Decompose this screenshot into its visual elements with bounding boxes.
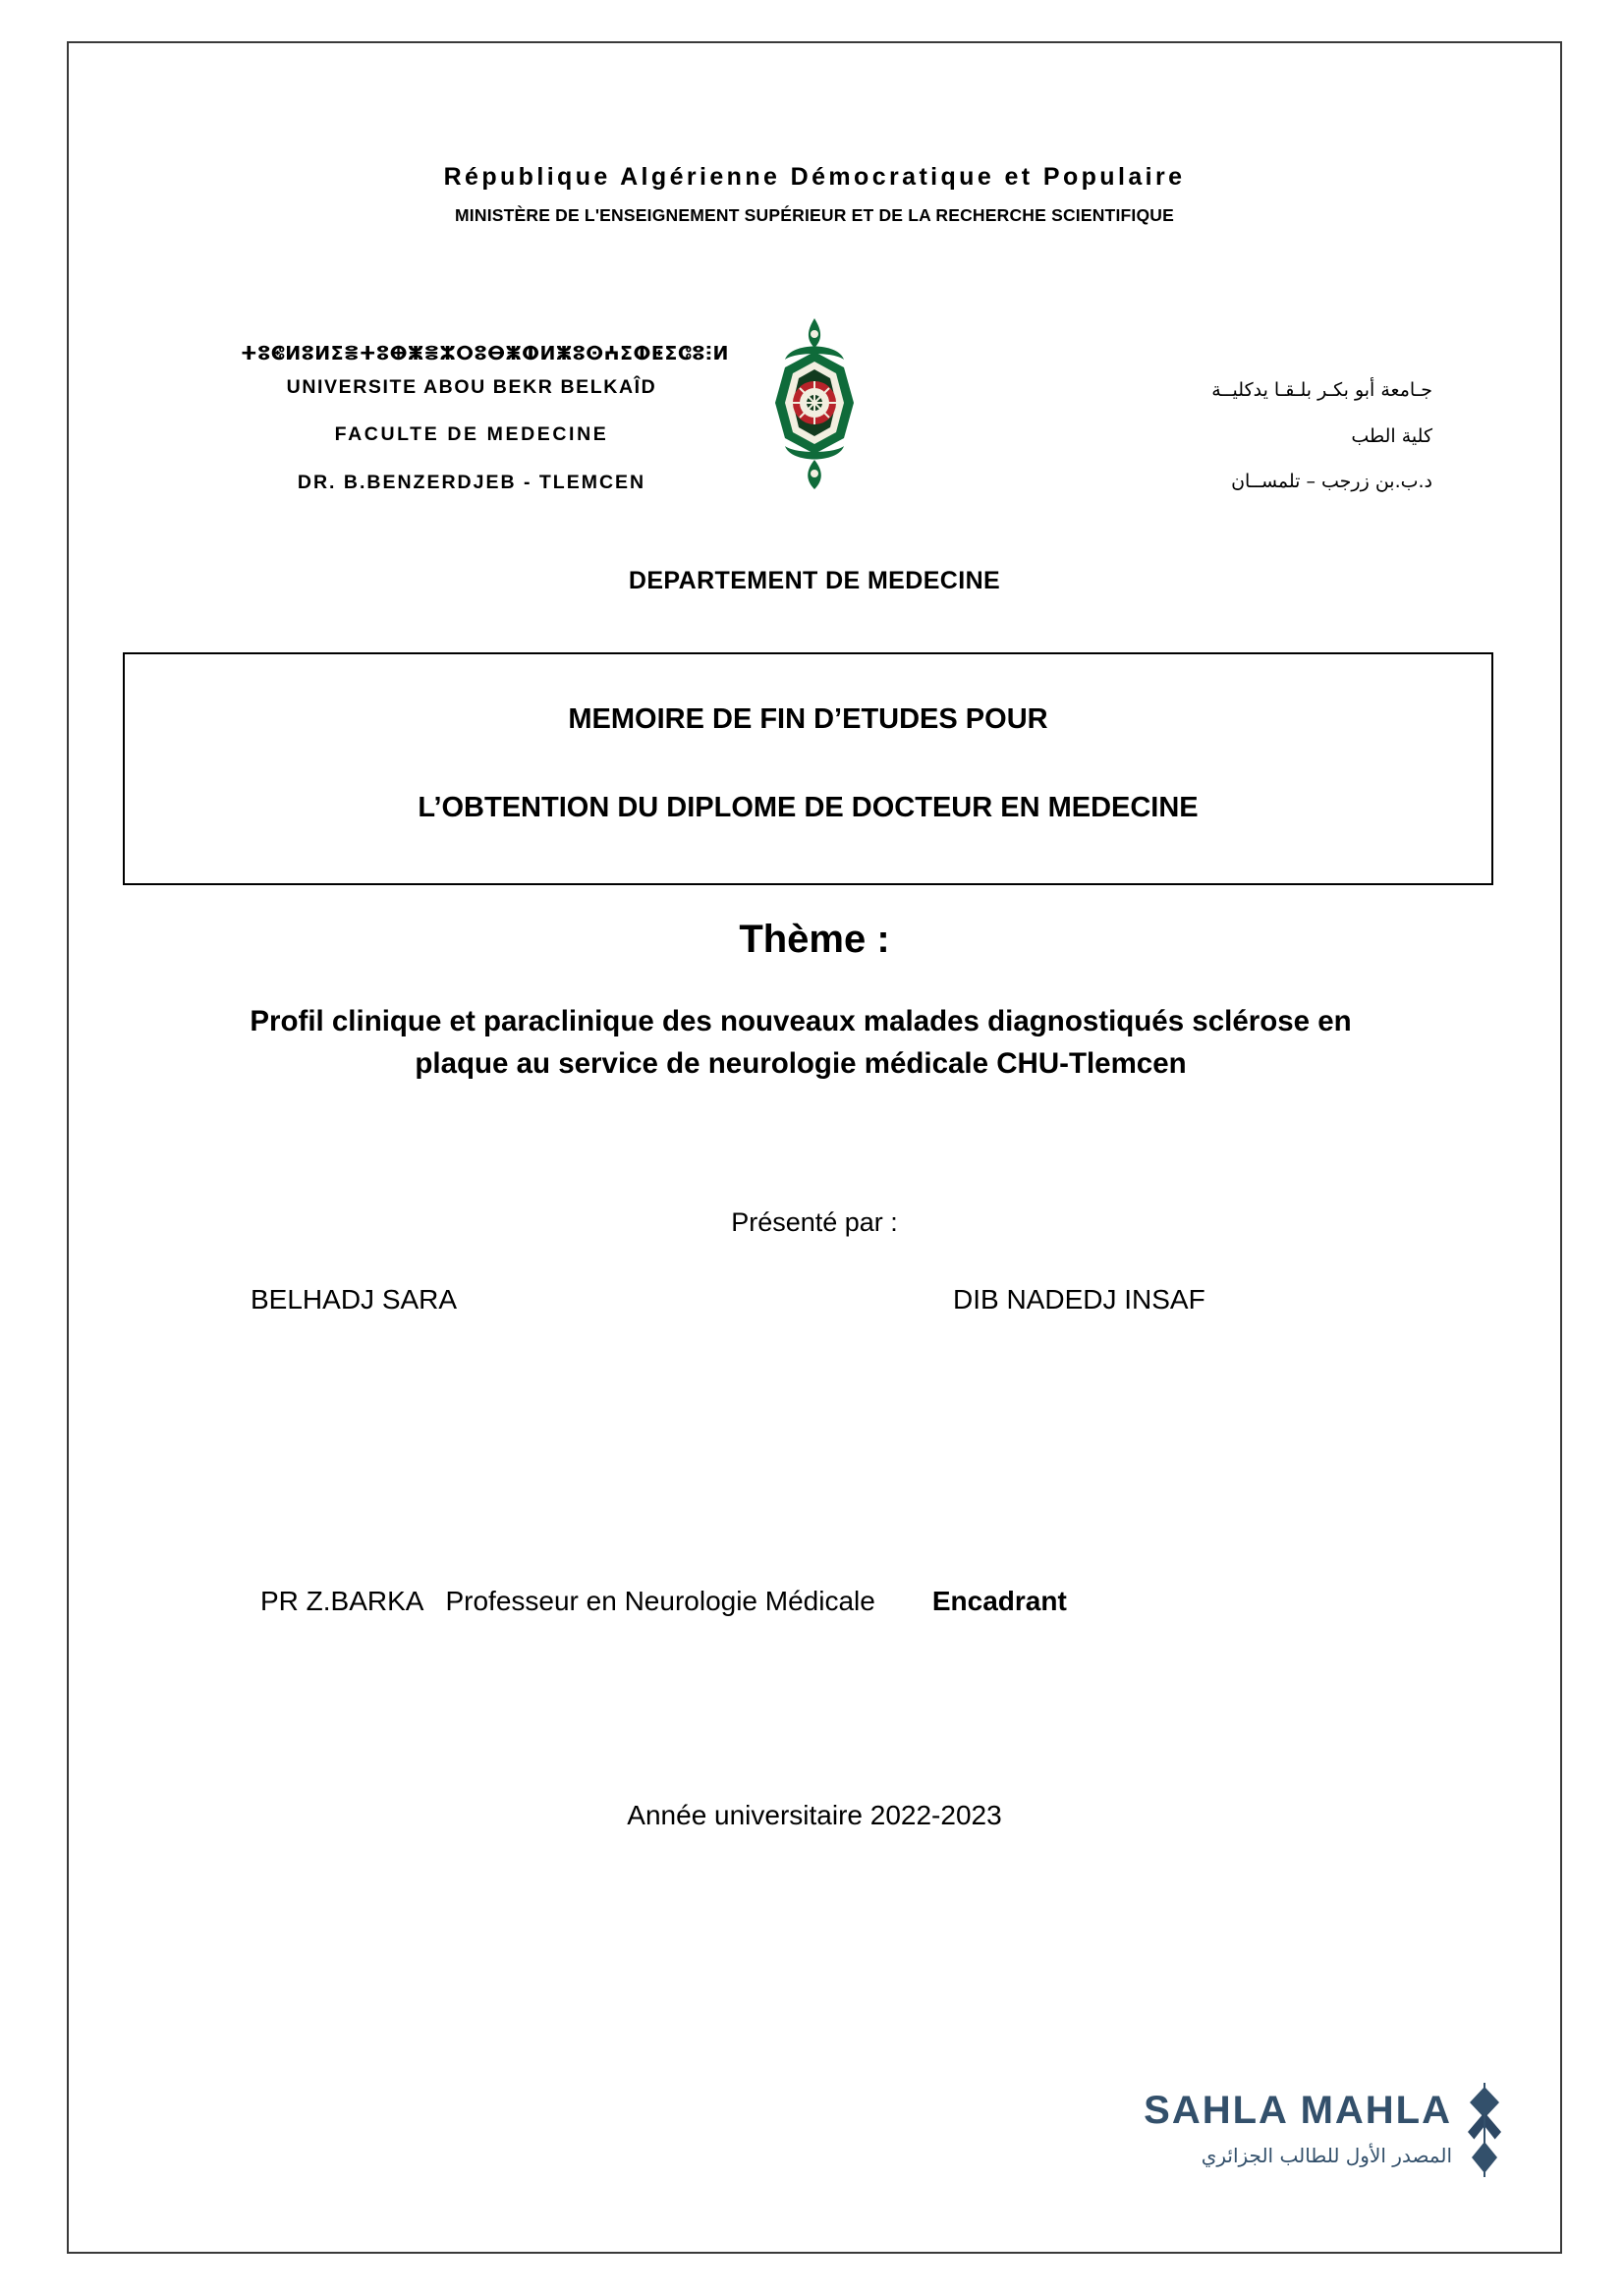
supervisor-role: Encadrant <box>931 1586 1067 1616</box>
institution-block-french <box>241 338 729 499</box>
republic-heading: République Algérienne Démocratique et Populaire <box>443 163 1186 191</box>
university-name-ar: جـامعة أبو بكـر بلـقـا يدكليــة <box>1211 379 1432 401</box>
supervisor-line <box>260 1586 1067 1617</box>
supervisor-title: Professeur en Neurologie Médicale <box>445 1586 875 1616</box>
academic-year: Année universitaire 2022-2023 <box>627 1800 1002 1830</box>
institution-block-arabic <box>1039 367 1432 505</box>
supervisor-name: PR Z.BARKA <box>260 1586 424 1616</box>
university-name-fr: UNIVERSITE ABOU BEKR BELKAÎD <box>286 376 657 399</box>
author-name-2: DIB NADEDJ INSAF <box>953 1284 1205 1315</box>
diploma-line-2: L’OBTENTION DU DIPLOME DE DOCTEUR EN MEDECINE <box>418 792 1199 823</box>
faculty-name-ar: كلية الطب <box>1351 424 1432 447</box>
page-content <box>69 43 1560 2252</box>
department-heading: DEPARTEMENT DE MEDECINE <box>628 567 1001 594</box>
tifinagh-line: ⵜⵓⵞⵍⵓⵍⵉⴻⵜⵓⴲⵥⴻⵣⵔⵓⴱⵥⵀⵍⵥⵓⵙⵄⵉⵀⵟⵉⵛⵓⵗⵍ <box>241 343 729 364</box>
diploma-title-box <box>123 652 1493 885</box>
author-name-1: BELHADJ SARA <box>251 1284 458 1315</box>
presented-by-label: Présenté par : <box>731 1207 898 1237</box>
document-page <box>67 41 1562 2254</box>
university-emblem <box>756 316 873 493</box>
faculty-name-fr: FACULTE DE MEDECINE <box>334 423 609 446</box>
thesis-title: Profil clinique et paraclinique des nouveaux malades diagnostiqués sclérose en plaque au service de neurologie médicale CHU-Tlemcen <box>250 1005 1352 1080</box>
watermark-logo <box>1091 2083 1513 2201</box>
ministry-heading: MINISTÈRE DE L'ENSEIGNEMENT SUPÉRIEUR ET DE LA RECHERCHE SCIENTIFIQUE <box>455 205 1174 225</box>
watermark-title: SAHLA MAHLA <box>1144 2089 1452 2132</box>
watermark-subtitle: المصدر الأول للطالب الجزائري <box>1201 2144 1452 2167</box>
watermark-mark-icon <box>1456 2083 1513 2177</box>
campus-name-fr: DR. B.BENZERDJEB - TLEMCEN <box>297 471 646 493</box>
campus-name-ar: د.ب.بن زرجب – تلمســان <box>1231 471 1432 493</box>
theme-label: Thème : <box>739 918 890 961</box>
diploma-line-1: MEMOIRE DE FIN D’ETUDES POUR <box>568 703 1048 735</box>
